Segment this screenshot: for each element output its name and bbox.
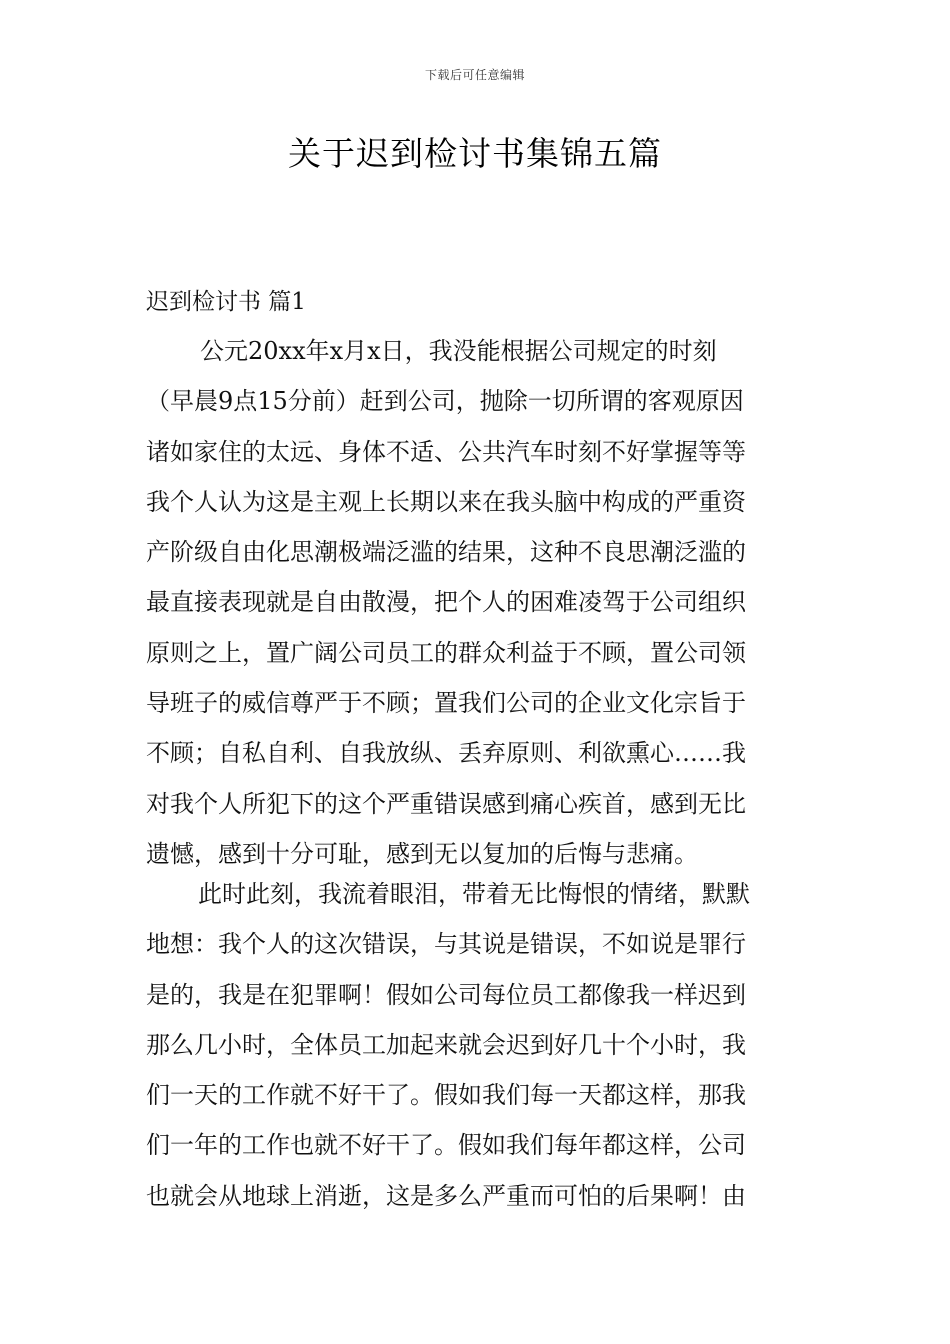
paragraph-1 <box>146 326 808 879</box>
paragraph-line: 也就会从地球上消逝，这是多么严重而可怕的后果啊！由 <box>146 1181 746 1210</box>
section-heading: 迟到检讨书 篇1 <box>146 289 306 315</box>
paragraph-line: （早晨9点15分前）赶到公司，抛除一切所谓的客观原因 <box>146 387 744 416</box>
paragraph-2 <box>146 869 808 1221</box>
paragraph-line: 地想：我个人的这次错误，与其说是错误，不如说是罪行 <box>146 930 746 959</box>
paragraph-line: 是的，我是在犯罪啊！假如公司每位员工都像我一样迟到 <box>146 980 746 1009</box>
paragraph-line: 最直接表现就是自由散漫，把个人的困难凌驾于公司组织 <box>146 588 746 617</box>
paragraph-line: 原则之上，置广阔公司员工的群众利益于不顾，置公司领 <box>146 638 746 667</box>
page-title: 关于迟到检讨书集锦五篇 <box>288 134 662 173</box>
paragraph-line: 公元20xx年x月x日，我没能根据公司规定的时刻 <box>200 337 717 365</box>
paragraph-line: 们一年的工作也就不好干了。假如我们每年都这样，公司 <box>146 1131 746 1160</box>
paragraph-line: 导班子的威信尊严于不顾；置我们公司的企业文化宗旨于 <box>146 689 746 718</box>
paragraph-line: 产阶级自由化思潮极端泛滥的结果，这种不良思潮泛滥的 <box>146 538 746 567</box>
paragraph-line: 们一天的工作就不好干了。假如我们每一天都这样，那我 <box>146 1081 746 1110</box>
header-note: 下载后可任意编辑 <box>424 68 525 82</box>
paragraph-line: 遗憾，感到十分可耻，感到无以复加的后悔与悲痛。 <box>146 839 698 868</box>
paragraph-line: 不顾；自私自利、自我放纵、丢弃原则、利欲熏心……我 <box>146 739 746 768</box>
paragraph-line: 那么几小时，全体员工加起来就会迟到好几十个小时，我 <box>146 1030 746 1059</box>
paragraph-line: 此时此刻，我流着眼泪，带着无比悔恨的情绪，默默 <box>198 880 750 908</box>
paragraph-line: 我个人认为这是主观上长期以来在我头脑中构成的严重资 <box>146 487 746 516</box>
paragraph-line: 诸如家住的太远、身体不适、公共汽车时刻不好掌握等等 <box>146 437 746 466</box>
paragraph-line: 对我个人所犯下的这个严重错误感到痛心疾首，感到无比 <box>146 789 746 818</box>
